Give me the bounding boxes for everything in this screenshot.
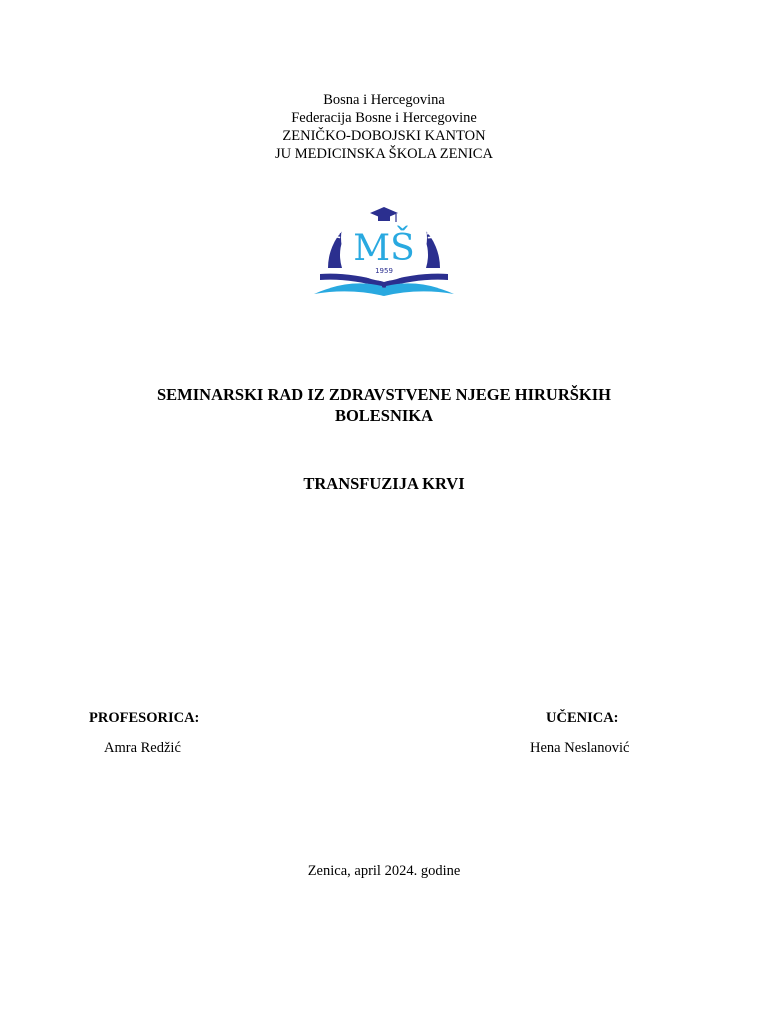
logo-monogram: MŠ: [353, 228, 415, 269]
header-canton: ZENIČKO-DOBOJSKI KANTON: [282, 128, 486, 144]
seminar-topic: TRANSFUZIJA KRVI: [303, 474, 465, 493]
logo-ring-text: MEDICINSKA ŠKOLA ZENI: [332, 190, 435, 241]
header-country: Bosna i Hercegovina: [323, 92, 445, 108]
document-header: [0, 91, 768, 163]
school-logo-emblem: [310, 176, 458, 300]
professor-label: PROFESORICA:: [89, 710, 200, 726]
professor-name: Amra Redžić: [104, 740, 181, 756]
school-logo: [310, 176, 458, 300]
seminar-title: [0, 384, 768, 426]
header-federation: Federacija Bosne i Hercegovine: [291, 110, 477, 126]
header-school: JU MEDICINSKA ŠKOLA ZENICA: [275, 146, 493, 162]
student-label: UČENICA:: [546, 710, 619, 726]
student-name: Hena Neslanović: [530, 740, 630, 756]
seminar-title-line2: BOLESNIKA: [334, 406, 434, 425]
logo-year: 1959: [375, 267, 393, 275]
seminar-title-line1: SEMINARSKI RAD IZ ZDRAVSTVENE NJEGE HIRURŠKIH: [157, 385, 611, 404]
place-and-date: Zenica, april 2024. godine: [307, 863, 461, 879]
